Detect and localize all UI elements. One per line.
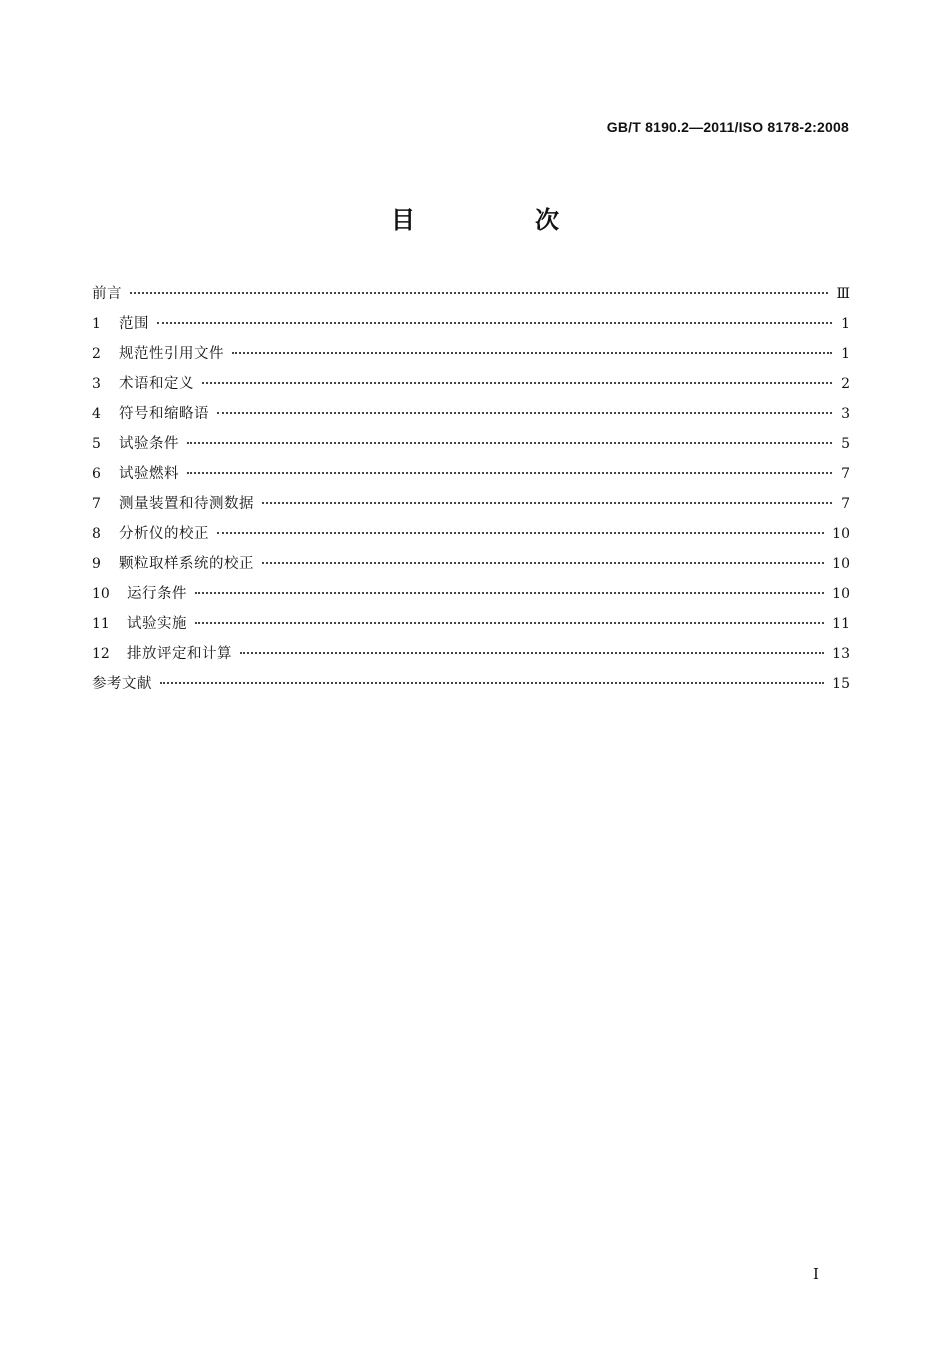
toc-entry-label: 分析仪的校正 — [119, 526, 209, 542]
toc-leader-dots — [262, 502, 832, 504]
toc-entry-page: 2 — [841, 376, 850, 392]
toc-entry-1[interactable] — [92, 313, 850, 343]
toc-entry-number: 6 — [92, 466, 101, 482]
toc-leader-dots — [232, 352, 832, 354]
toc-entry-page: 15 — [832, 676, 850, 692]
page-number: I — [813, 1265, 819, 1283]
toc-entry-number: 1 — [92, 316, 101, 332]
toc-leader-dots — [202, 382, 832, 384]
toc-entry-number: 5 — [92, 436, 101, 452]
toc-entry-page: Ⅲ — [836, 286, 850, 302]
toc-entry-label: 参考文献 — [92, 676, 152, 692]
toc-entry-label: 试验实施 — [127, 616, 187, 632]
toc-entry-number: 7 — [92, 496, 101, 512]
toc-entry-label: 术语和定义 — [119, 376, 194, 392]
toc-leader-dots — [195, 592, 824, 594]
toc-leader-dots — [187, 442, 832, 444]
toc-entry-page: 11 — [832, 616, 850, 632]
toc-entry-page: 3 — [841, 406, 850, 422]
toc-entry-page: 5 — [841, 436, 850, 452]
toc-entry-5[interactable] — [92, 433, 850, 463]
toc-entry-page: 7 — [841, 466, 850, 482]
toc-entry-6[interactable] — [92, 463, 850, 493]
toc-entry-page: 1 — [841, 346, 850, 362]
toc-entry-label: 试验条件 — [119, 436, 179, 452]
toc-entry-page: 1 — [841, 316, 850, 332]
table-of-contents — [92, 283, 850, 703]
toc-leader-dots — [195, 622, 824, 624]
toc-entry-7[interactable] — [92, 493, 850, 523]
toc-entry-label: 前言 — [92, 286, 122, 302]
toc-entry-number: 9 — [92, 556, 101, 572]
toc-entry-9[interactable] — [92, 553, 850, 583]
toc-entry-page: 10 — [832, 556, 850, 572]
toc-leader-dots — [160, 682, 824, 684]
toc-entry-number: 12 — [92, 646, 110, 662]
toc-entry-4[interactable] — [92, 403, 850, 433]
toc-entry-number: 2 — [92, 346, 101, 362]
standard-code-header: GB/T 8190.2—2011/ISO 8178-2:2008 — [606, 119, 849, 135]
toc-entry-label: 排放评定和计算 — [127, 646, 232, 662]
toc-entry-8[interactable] — [92, 523, 850, 553]
toc-entry-2[interactable] — [92, 343, 850, 373]
toc-entry-label: 符号和缩略语 — [119, 406, 209, 422]
toc-title: 目 次 — [391, 206, 607, 234]
toc-leader-dots — [157, 322, 832, 324]
toc-entry-page: 7 — [841, 496, 850, 512]
toc-entry-11[interactable] — [92, 613, 850, 643]
toc-entry-number: 11 — [92, 616, 110, 632]
toc-entry-label: 规范性引用文件 — [119, 346, 224, 362]
toc-entry-12[interactable] — [92, 643, 850, 673]
toc-entry-10[interactable] — [92, 583, 850, 613]
toc-entry-page: 10 — [832, 526, 850, 542]
toc-entry-label: 颗粒取样系统的校正 — [119, 556, 254, 572]
toc-leader-dots — [217, 532, 824, 534]
toc-leader-dots — [262, 562, 824, 564]
toc-entry-number: 8 — [92, 526, 101, 542]
toc-entry-number: 4 — [92, 406, 101, 422]
toc-entry-label: 运行条件 — [127, 586, 187, 602]
toc-leader-dots — [240, 652, 824, 654]
toc-entry-label: 试验燃料 — [119, 466, 179, 482]
toc-leader-dots — [130, 292, 828, 294]
toc-leader-dots — [187, 472, 832, 474]
toc-entry-label: 测量装置和待测数据 — [119, 496, 254, 512]
toc-entry-number: 10 — [92, 586, 110, 602]
toc-entry-page: 10 — [832, 586, 850, 602]
toc-entry-page: 13 — [832, 646, 850, 662]
toc-entry-foreword[interactable] — [92, 283, 850, 313]
toc-entry-references[interactable] — [92, 673, 850, 703]
toc-leader-dots — [217, 412, 832, 414]
toc-entry-label: 范围 — [119, 316, 149, 332]
toc-entry-number: 3 — [92, 376, 101, 392]
toc-entry-3[interactable] — [92, 373, 850, 403]
